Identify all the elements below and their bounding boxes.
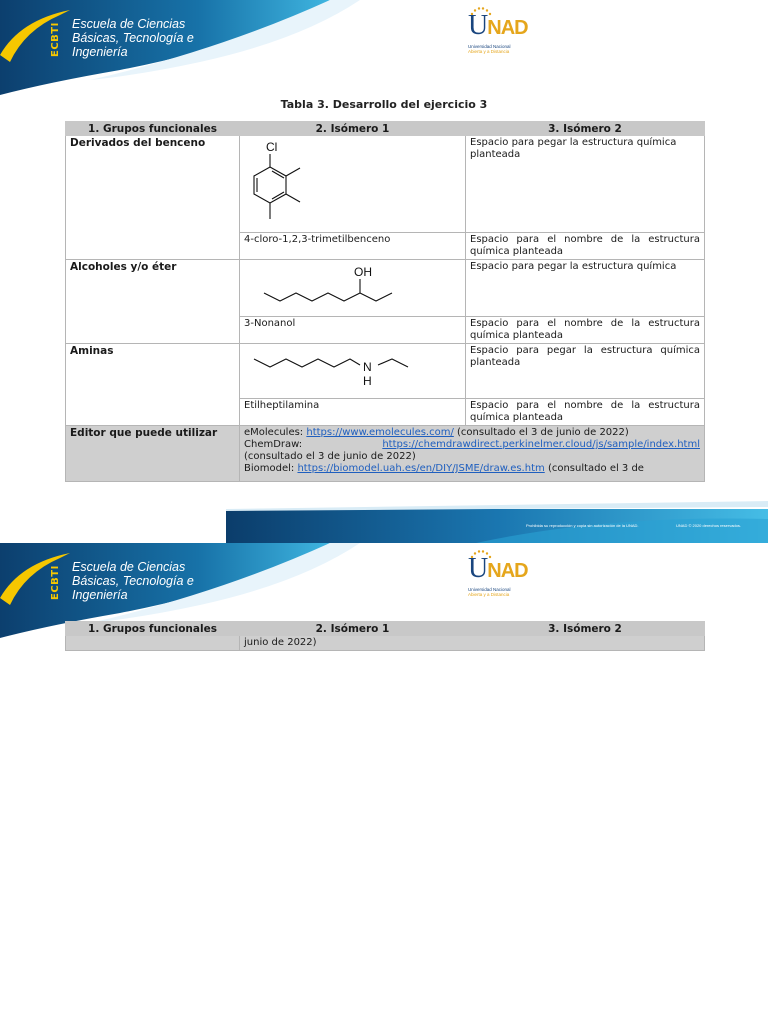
page1-header-banner xyxy=(0,0,768,95)
unad-ad: AD xyxy=(500,17,528,39)
school-line-2: Básicas, Tecnología e xyxy=(72,574,194,588)
biomodel-date: (consultado el 3 de xyxy=(547,463,644,474)
group-name: Alcoholes y/o éter xyxy=(66,260,240,344)
footer-copyright-notice: Prohibida su reproducción y copia sin autorización de la UNAD. xyxy=(526,523,639,528)
unad-wordmark xyxy=(468,12,528,42)
col-header-isomer2: 3. Isómero 2 xyxy=(466,122,705,136)
chemdraw-line xyxy=(244,439,700,451)
isomer2-name-placeholder: Espacio para el nombre de la estructura química planteada xyxy=(466,399,705,426)
ecbti-vertical-label: ECBTI xyxy=(50,565,61,601)
school-line-3: Ingeniería xyxy=(72,45,128,59)
chemdraw-link[interactable]: https://chemdrawdirect.perkinelmer.cloud/js/sample/index.html xyxy=(382,439,700,450)
col-header-isomer1: 2. Isómero 1 xyxy=(240,122,466,136)
unad-wordmark xyxy=(468,555,528,585)
benzene-structure-drawing xyxy=(244,137,344,227)
school-name xyxy=(72,560,232,602)
ethylheptylamine-structure-drawing xyxy=(244,345,424,393)
table-row xyxy=(66,136,705,233)
structure-benzene-derivative xyxy=(240,136,466,233)
col-header-isomer2: 3. Isómero 2 xyxy=(466,622,705,636)
col-header-groups: 1. Grupos funcionales xyxy=(66,622,240,636)
continued-table xyxy=(65,621,705,651)
nitrogen-label: N xyxy=(363,360,372,374)
col-header-isomer1: 2. Isómero 1 xyxy=(240,622,466,636)
hydroxyl-label: OH xyxy=(354,265,372,279)
isomer2-name-placeholder: Espacio para el nombre de la estructura química planteada xyxy=(466,233,705,260)
isomer1-name: Etilheptilamina xyxy=(240,399,466,426)
structure-alcohol xyxy=(240,260,466,317)
group-name: Derivados del benceno xyxy=(66,136,240,260)
isomer2-structure-placeholder: Espacio para pegar la estructura química xyxy=(466,260,705,317)
emolecules-line xyxy=(244,427,700,439)
unad-subtitle-2: Abierta y a Distancia xyxy=(468,49,510,54)
unad-ad: AD xyxy=(500,560,528,582)
isomer2-structure-placeholder: Espacio para pegar la estructura química planteada xyxy=(466,344,705,399)
unad-n: N xyxy=(487,560,501,582)
footer-rights: UNAD © 2020 derechos reservados. xyxy=(676,523,741,528)
table-row xyxy=(66,426,705,482)
hydrogen-label: H xyxy=(363,374,372,388)
nonanol-structure-drawing xyxy=(244,261,404,311)
isomer1-name: 4-cloro-1,2,3-trimetilbenceno xyxy=(240,233,466,260)
emolecules-date: (consultado el 3 de junio de 2022) xyxy=(457,427,629,438)
page1-footer-band xyxy=(226,501,768,543)
ecbti-vertical-label: ECBTI xyxy=(50,22,61,58)
editor-links-cell xyxy=(240,426,705,482)
structure-amine xyxy=(240,344,466,399)
unad-subtitle-2: Abierta y a Distancia xyxy=(468,592,510,597)
biomodel-link[interactable]: https://biomodel.uah.es/en/DIY/JSME/draw.es.htm xyxy=(297,463,545,474)
table-header-row xyxy=(66,122,705,136)
unad-subtitle-1: Universidad Nacional xyxy=(468,44,511,49)
emolecules-label: eMolecules: xyxy=(244,427,304,438)
unad-u: U xyxy=(468,10,488,41)
chlorine-label: Cl xyxy=(266,140,278,154)
table-row xyxy=(66,636,705,651)
school-line-2: Básicas, Tecnología e xyxy=(72,31,194,45)
empty-cell xyxy=(66,636,240,651)
unad-logo xyxy=(468,555,528,597)
biomodel-label: Biomodel: xyxy=(244,463,295,474)
school-name xyxy=(72,17,232,59)
isomer1-name: 3-Nonanol xyxy=(240,317,466,344)
isomer2-name-placeholder: Espacio para el nombre de la estructura química planteada xyxy=(466,317,705,344)
emolecules-link[interactable]: https://www.emolecules.com/ xyxy=(306,427,454,438)
chemdraw-date: (consultado el 3 de junio de 2022) xyxy=(244,451,416,462)
school-line-3: Ingeniería xyxy=(72,588,128,602)
unad-subtitle-1: Universidad Nacional xyxy=(468,587,511,592)
biomodel-line xyxy=(244,463,700,475)
footer-background xyxy=(226,501,768,543)
table-row xyxy=(66,260,705,317)
group-name: Aminas xyxy=(66,344,240,426)
group-name: Editor que puede utilizar xyxy=(66,426,240,482)
table-row xyxy=(66,344,705,399)
chemdraw-label: ChemDraw: xyxy=(244,439,303,450)
school-line-1: Escuela de Ciencias xyxy=(72,17,186,31)
col-header-groups: 1. Grupos funcionales xyxy=(66,122,240,136)
unad-n: N xyxy=(487,17,501,39)
table-caption: Tabla 3. Desarrollo del ejercicio 3 xyxy=(280,98,488,111)
school-line-1: Escuela de Ciencias xyxy=(72,560,186,574)
isomer2-structure-placeholder: Espacio para pegar la estructura química planteada xyxy=(466,136,705,233)
exercise-table xyxy=(65,121,705,482)
continued-text: junio de 2022) xyxy=(240,636,705,651)
unad-u: U xyxy=(468,553,488,584)
unad-logo xyxy=(468,12,528,54)
table-header-row xyxy=(66,622,705,636)
